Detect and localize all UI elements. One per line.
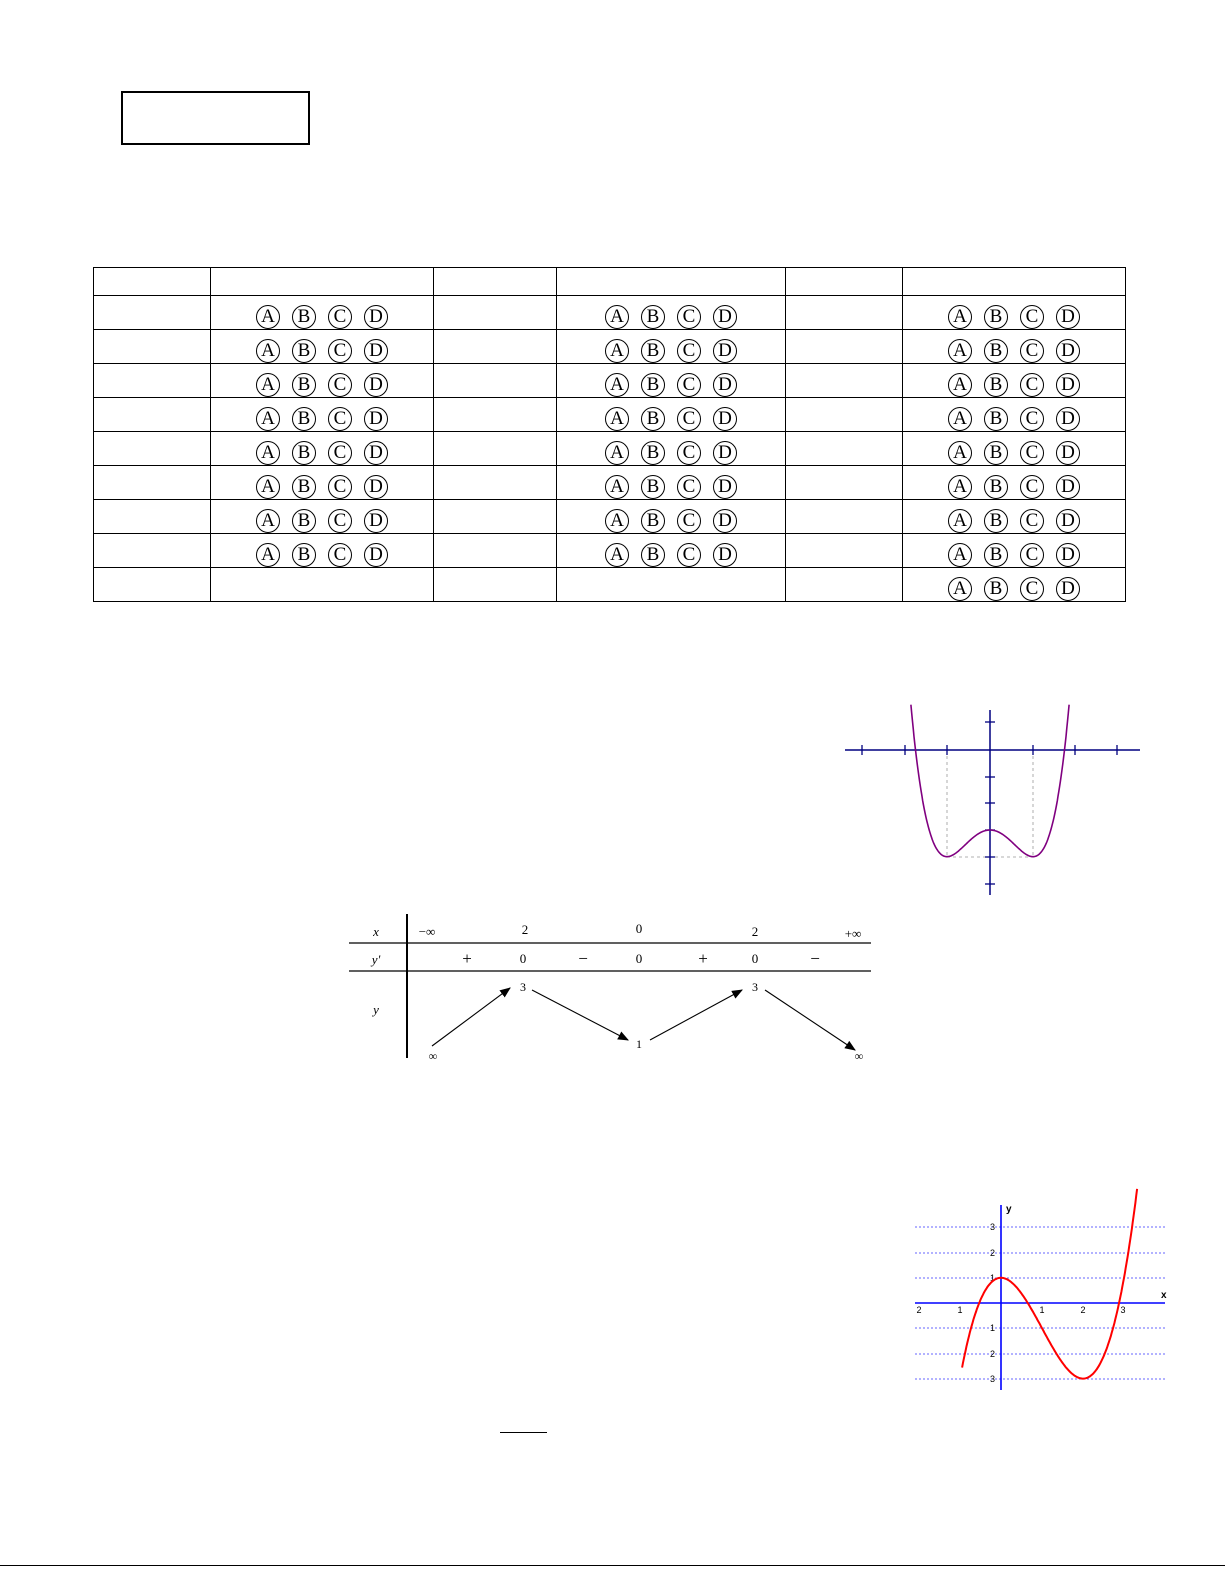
answer-bubble-b[interactable]: B	[641, 543, 665, 567]
answer-options-cell	[557, 568, 786, 602]
header-cell	[786, 268, 903, 296]
answer-bubble-group	[252, 407, 392, 431]
answer-bubble-a[interactable]: A	[605, 509, 629, 533]
answer-bubble-c[interactable]: C	[1020, 339, 1044, 363]
answer-bubble-a[interactable]: A	[605, 475, 629, 499]
answer-bubble-d[interactable]: D	[713, 407, 737, 431]
answer-bubble-group	[601, 407, 741, 431]
answer-bubble-c[interactable]: C	[677, 305, 701, 329]
answer-bubble-a[interactable]: A	[948, 441, 972, 465]
answer-options-cell	[903, 466, 1126, 500]
answer-row	[94, 330, 1126, 364]
vt-x-value: 0	[635, 921, 643, 936]
answer-bubble-a[interactable]: A	[948, 509, 972, 533]
vt-yprime-value: 0	[519, 951, 527, 966]
answer-bubble-group	[601, 509, 741, 533]
answer-bubble-a[interactable]: A	[948, 577, 972, 601]
answer-bubble-c[interactable]: C	[328, 305, 352, 329]
answer-row	[94, 466, 1126, 500]
answer-bubble-d[interactable]: D	[1056, 407, 1080, 431]
cubic-x-tick: 2	[1080, 1305, 1086, 1315]
answer-bubble-a[interactable]: A	[256, 407, 280, 431]
cubic-x-tick: 2	[916, 1305, 922, 1315]
answer-bubble-d[interactable]: D	[1056, 373, 1080, 397]
answer-bubble-group	[601, 475, 741, 499]
answer-options-cell	[211, 364, 434, 398]
answer-options-cell	[211, 330, 434, 364]
answer-bubble-group	[944, 509, 1084, 533]
answer-row	[94, 568, 1126, 602]
vt-y-label: y	[373, 1002, 379, 1017]
header-cell	[94, 268, 211, 296]
answer-options-cell	[903, 534, 1126, 568]
vt-yprime-value: +	[698, 949, 708, 968]
cubic-x-tick-labels	[916, 1305, 1125, 1315]
answer-bubble-c[interactable]: C	[677, 441, 701, 465]
header-cell	[557, 268, 786, 296]
answer-options-cell	[557, 534, 786, 568]
answer-options-cell	[557, 296, 786, 330]
answer-bubble-a[interactable]: A	[948, 373, 972, 397]
answer-bubble-d[interactable]: D	[1056, 305, 1080, 329]
cubic-y-tick: 1	[989, 1323, 995, 1333]
answer-row	[94, 534, 1126, 568]
answer-bubble-c[interactable]: C	[1020, 373, 1044, 397]
answer-bubble-b[interactable]: B	[292, 339, 316, 363]
answer-bubble-b[interactable]: B	[984, 543, 1008, 567]
answer-options-cell	[557, 500, 786, 534]
answer-row	[94, 432, 1126, 466]
answer-bubble-group	[252, 509, 392, 533]
answer-options-cell	[557, 432, 786, 466]
answer-bubble-b[interactable]: B	[292, 509, 316, 533]
answer-bubble-a[interactable]: A	[948, 339, 972, 363]
question-number-cell	[786, 432, 903, 466]
answer-bubble-b[interactable]: B	[292, 373, 316, 397]
answer-options-cell	[903, 432, 1126, 466]
answer-bubble-a[interactable]: A	[948, 407, 972, 431]
answer-bubble-a[interactable]: A	[948, 543, 972, 567]
answer-bubble-d[interactable]: D	[1056, 543, 1080, 567]
answer-bubble-d[interactable]: D	[713, 305, 737, 329]
answer-bubble-c[interactable]: C	[677, 373, 701, 397]
answer-bubble-group	[944, 407, 1084, 431]
vt-y-value: 3	[752, 980, 758, 994]
answer-options-cell	[211, 296, 434, 330]
answer-bubble-group	[601, 339, 741, 363]
answer-bubble-b[interactable]: B	[641, 509, 665, 533]
header-cell	[434, 268, 557, 296]
answer-bubble-a[interactable]: A	[605, 441, 629, 465]
question-number-cell	[434, 296, 557, 330]
answer-bubble-group	[252, 441, 392, 465]
answer-bubble-b[interactable]: B	[984, 509, 1008, 533]
answer-bubble-a[interactable]: A	[256, 373, 280, 397]
cubic-y-tick: 3	[989, 1374, 995, 1384]
answer-bubble-c[interactable]: C	[1020, 475, 1044, 499]
vt-yprime-value: −	[810, 949, 820, 968]
answer-options-cell	[557, 364, 786, 398]
question-number-cell	[786, 398, 903, 432]
cubic-x-axis-label: x	[1161, 1290, 1167, 1301]
answer-bubble-d[interactable]: D	[713, 339, 737, 363]
answer-bubble-c[interactable]: C	[1020, 407, 1044, 431]
answer-bubble-b[interactable]: B	[984, 441, 1008, 465]
answer-bubble-group	[944, 339, 1084, 363]
answer-row	[94, 296, 1126, 330]
cubic-y-tick: 2	[989, 1349, 995, 1359]
answer-bubble-b[interactable]: B	[984, 475, 1008, 499]
answer-bubble-a[interactable]: A	[948, 305, 972, 329]
answer-bubble-d[interactable]: D	[1056, 577, 1080, 601]
question-number-cell	[786, 534, 903, 568]
question-number-cell	[94, 432, 211, 466]
answer-bubble-c[interactable]: C	[1020, 577, 1044, 601]
answer-bubble-b[interactable]: B	[641, 407, 665, 431]
answer-bubble-d[interactable]: D	[364, 543, 388, 567]
answer-bubble-b[interactable]: B	[984, 407, 1008, 431]
answer-bubble-d[interactable]: D	[364, 441, 388, 465]
question-number-cell	[94, 364, 211, 398]
answer-bubble-group	[944, 577, 1084, 601]
question-number-cell	[434, 364, 557, 398]
question-number-cell	[434, 466, 557, 500]
answer-bubble-a[interactable]: A	[948, 475, 972, 499]
answer-bubble-d[interactable]: D	[364, 305, 388, 329]
answer-bubble-c[interactable]: C	[677, 407, 701, 431]
answer-bubble-c[interactable]: C	[328, 441, 352, 465]
answer-bubble-d[interactable]: D	[713, 543, 737, 567]
answer-bubble-c[interactable]: C	[1020, 441, 1044, 465]
answer-bubble-b[interactable]: B	[641, 373, 665, 397]
answer-bubble-c[interactable]: C	[1020, 543, 1044, 567]
answer-bubble-d[interactable]: D	[1056, 509, 1080, 533]
answer-bubble-c[interactable]: C	[328, 475, 352, 499]
answer-bubble-d[interactable]: D	[1056, 339, 1080, 363]
cubic-y-tick: 3	[989, 1222, 995, 1232]
answer-options-cell	[211, 466, 434, 500]
answer-bubble-d[interactable]: D	[713, 509, 737, 533]
answer-options-cell	[211, 534, 434, 568]
question-number-cell	[434, 534, 557, 568]
answer-options-cell	[557, 330, 786, 364]
answer-options-cell	[903, 364, 1126, 398]
answer-options-cell	[211, 432, 434, 466]
answer-options-cell	[903, 330, 1126, 364]
question-number-cell	[786, 296, 903, 330]
answer-bubble-b[interactable]: B	[641, 475, 665, 499]
vt-arrows	[432, 988, 855, 1050]
cubic-x-tick: 1	[957, 1305, 963, 1315]
answer-bubble-group	[944, 305, 1084, 329]
answer-bubble-d[interactable]: D	[1056, 441, 1080, 465]
answer-options-cell	[211, 398, 434, 432]
answer-row	[94, 500, 1126, 534]
answer-bubble-c[interactable]: C	[677, 509, 701, 533]
answer-options-cell	[903, 296, 1126, 330]
answer-bubble-group	[944, 475, 1084, 499]
answer-bubble-c[interactable]: C	[328, 373, 352, 397]
vt-x-value: −∞	[418, 924, 436, 939]
answer-options-cell	[903, 568, 1126, 602]
answer-bubble-b[interactable]: B	[641, 441, 665, 465]
vt-yprime-value: 0	[635, 951, 643, 966]
vt-y-value: 1	[636, 1037, 642, 1051]
question-number-cell	[786, 466, 903, 500]
answer-bubble-b[interactable]: B	[292, 475, 316, 499]
answer-options-cell	[903, 500, 1126, 534]
answer-bubble-a[interactable]: A	[605, 543, 629, 567]
cubic-x-tick: 3	[1120, 1305, 1126, 1315]
question-number-cell	[434, 330, 557, 364]
answer-sheet-table	[93, 267, 1126, 602]
question-number-cell	[94, 398, 211, 432]
answer-bubble-d[interactable]: D	[364, 373, 388, 397]
quartic-graph	[840, 700, 1150, 900]
header-cell	[211, 268, 434, 296]
answer-bubble-b[interactable]: B	[984, 373, 1008, 397]
answer-bubble-c[interactable]: C	[1020, 509, 1044, 533]
answer-bubble-a[interactable]: A	[605, 373, 629, 397]
answer-bubble-group	[944, 441, 1084, 465]
vt-y-value: ∞	[854, 1049, 864, 1063]
answer-bubble-group	[252, 373, 392, 397]
answer-bubble-d[interactable]: D	[364, 475, 388, 499]
answer-bubble-group	[252, 339, 392, 363]
question-number-cell	[94, 534, 211, 568]
answer-bubble-b[interactable]: B	[984, 339, 1008, 363]
answer-bubble-d[interactable]: D	[364, 509, 388, 533]
answer-bubble-a[interactable]: A	[256, 475, 280, 499]
answer-bubble-group	[601, 543, 741, 567]
answer-options-cell	[211, 500, 434, 534]
vt-x-value: 2	[521, 922, 529, 937]
cubic-curve	[962, 1189, 1137, 1379]
answer-bubble-b[interactable]: B	[984, 577, 1008, 601]
answer-bubble-group	[601, 305, 741, 329]
cubic-graph	[905, 1195, 1170, 1395]
exam-code-box	[121, 91, 310, 145]
answer-bubble-d[interactable]: D	[364, 407, 388, 431]
vt-y-value: ∞	[428, 1049, 438, 1063]
question-number-cell	[786, 330, 903, 364]
question-number-cell	[434, 500, 557, 534]
cubic-y-tick: 1	[989, 1273, 995, 1283]
answer-bubble-a[interactable]: A	[256, 339, 280, 363]
answer-bubble-a[interactable]: A	[256, 305, 280, 329]
answer-bubble-b[interactable]: B	[984, 305, 1008, 329]
answer-options-cell	[903, 398, 1126, 432]
answer-bubble-b[interactable]: B	[292, 543, 316, 567]
answer-bubble-c[interactable]: C	[328, 339, 352, 363]
vt-yprime-value: −	[578, 949, 588, 968]
answer-bubble-group	[944, 373, 1084, 397]
answer-bubble-b[interactable]: B	[292, 407, 316, 431]
answer-bubble-d[interactable]: D	[713, 373, 737, 397]
answer-bubble-d[interactable]: D	[364, 339, 388, 363]
answer-bubble-c[interactable]: C	[677, 543, 701, 567]
answer-bubble-d[interactable]: D	[713, 475, 737, 499]
answer-bubble-d[interactable]: D	[1056, 475, 1080, 499]
cubic-y-axis-label: y	[1006, 1204, 1012, 1215]
variation-table	[345, 912, 875, 1072]
question-number-cell	[94, 330, 211, 364]
header-cell	[903, 268, 1126, 296]
vt-y-value: 3	[520, 980, 526, 994]
answer-bubble-d[interactable]: D	[713, 441, 737, 465]
answer-bubble-group	[601, 441, 741, 465]
vt-x-value: +∞	[844, 926, 862, 941]
answer-bubble-c[interactable]: C	[677, 339, 701, 363]
answer-bubble-b[interactable]: B	[641, 339, 665, 363]
vt-yprime-label: y'	[371, 952, 381, 967]
answer-bubble-group	[252, 543, 392, 567]
question-number-cell	[94, 466, 211, 500]
answer-bubble-c[interactable]: C	[1020, 305, 1044, 329]
vt-yprime-value: +	[462, 949, 472, 968]
answer-bubble-a[interactable]: A	[256, 441, 280, 465]
question-number-cell	[434, 568, 557, 602]
question-number-cell	[94, 296, 211, 330]
page-bottom-rule	[0, 1565, 1225, 1566]
answer-bubble-c[interactable]: C	[677, 475, 701, 499]
answer-bubble-b[interactable]: B	[292, 441, 316, 465]
answer-row	[94, 398, 1126, 432]
answer-options-cell	[557, 466, 786, 500]
question-number-cell	[94, 500, 211, 534]
answer-bubble-group	[601, 373, 741, 397]
answer-bubble-a[interactable]: A	[605, 305, 629, 329]
question-number-cell	[434, 398, 557, 432]
vt-x-label: x	[373, 924, 379, 939]
answer-bubble-group	[944, 543, 1084, 567]
fraction-bar	[500, 1432, 547, 1433]
answer-bubble-c[interactable]: C	[328, 407, 352, 431]
question-number-cell	[786, 500, 903, 534]
answer-bubble-a[interactable]: A	[605, 339, 629, 363]
cubic-x-tick: 1	[1039, 1305, 1045, 1315]
answer-row	[94, 364, 1126, 398]
cubic-y-tick: 2	[989, 1248, 995, 1258]
answer-bubble-b[interactable]: B	[641, 305, 665, 329]
vt-yprime-value: 0	[751, 951, 759, 966]
answer-bubble-c[interactable]: C	[328, 543, 352, 567]
answer-bubble-group	[252, 305, 392, 329]
question-number-cell	[94, 568, 211, 602]
answer-options-cell	[211, 568, 434, 602]
question-number-cell	[786, 364, 903, 398]
answer-options-cell	[557, 398, 786, 432]
question-number-cell	[434, 432, 557, 466]
answer-bubble-a[interactable]: A	[256, 509, 280, 533]
answer-bubble-group	[252, 475, 392, 499]
vt-x-value: 2	[751, 924, 759, 939]
answer-bubble-c[interactable]: C	[328, 509, 352, 533]
answer-bubble-b[interactable]: B	[292, 305, 316, 329]
answer-sheet-header-row	[94, 268, 1126, 296]
answer-bubble-a[interactable]: A	[256, 543, 280, 567]
answer-bubble-a[interactable]: A	[605, 407, 629, 431]
question-number-cell	[786, 568, 903, 602]
